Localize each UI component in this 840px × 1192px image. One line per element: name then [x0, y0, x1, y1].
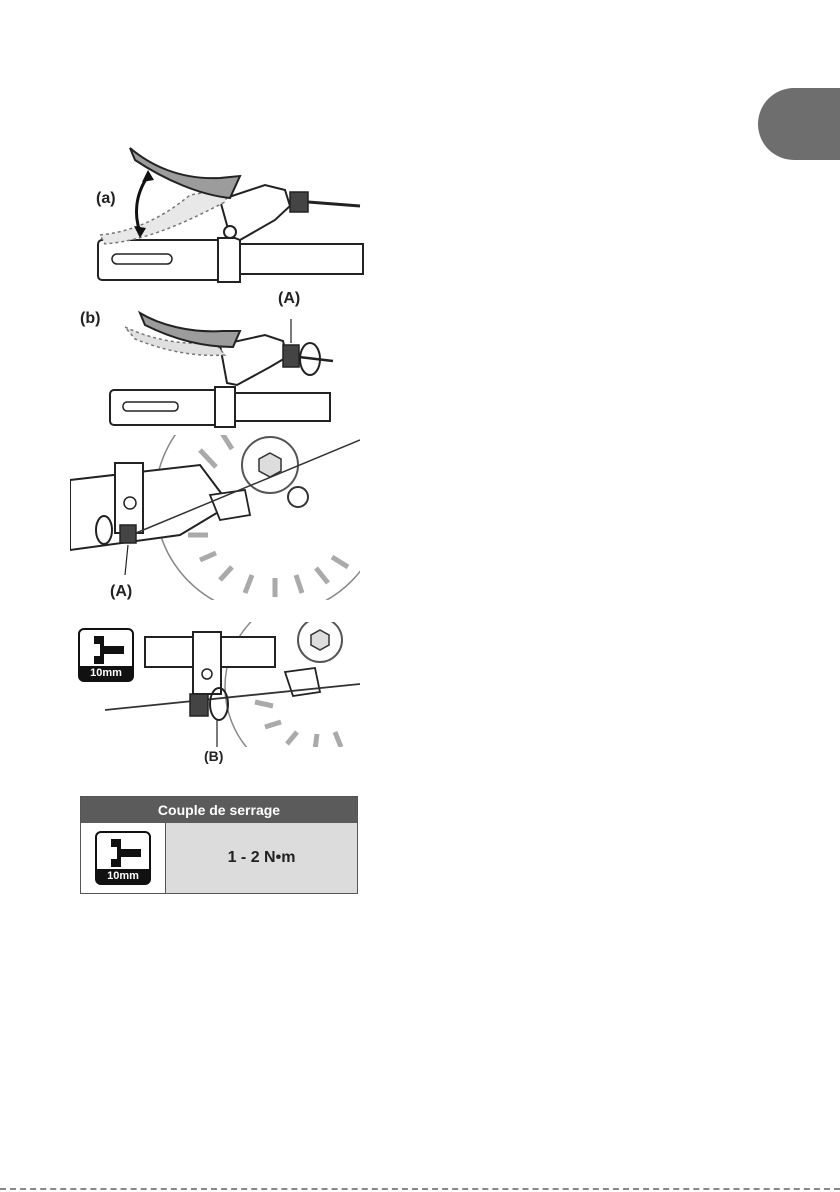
label-A-bottom: (A) [110, 583, 133, 600]
wrench-size-label: 10mm [80, 666, 132, 680]
cable-adjust-illustration [105, 622, 360, 747]
label-B: (B) [204, 748, 224, 764]
torque-wrench-cell [81, 823, 166, 893]
caliper-rotor-illustration [70, 435, 360, 600]
torque-table-header: Couple de serrage [81, 797, 357, 823]
torque-table [80, 796, 358, 894]
page-bottom-divider [0, 1186, 840, 1190]
label-b: (b) [80, 310, 101, 327]
chapter-tab [758, 88, 840, 160]
label-a: (a) [96, 190, 116, 207]
torque-wrench-size: 10mm [97, 869, 149, 883]
label-A-top: (A) [278, 290, 301, 307]
wrench-10mm-icon [95, 831, 151, 885]
free-stroke-illustration [105, 305, 335, 430]
lever-reach-illustration [90, 140, 365, 285]
torque-value: 1 - 2 N•m [166, 823, 357, 893]
